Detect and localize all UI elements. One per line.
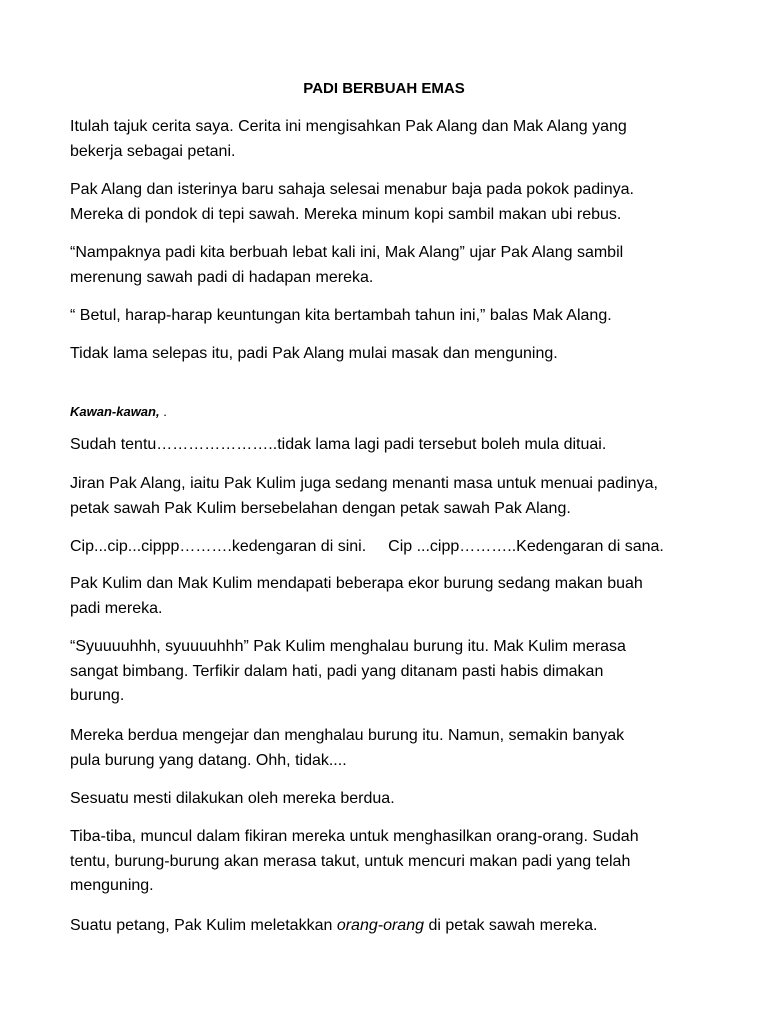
text-line: bekerja sebagai petani.	[70, 142, 236, 160]
text-line: “Nampaknya padi kita berbuah lebat kali ini, Mak Alang” ujar Pak Alang sambil	[70, 244, 624, 261]
text-line-part: Cip...cip...cippp……….kedengaran di sini.	[70, 538, 367, 555]
text-line: tentu, burung-burung akan merasa takut, untuk mencuri makan padi yang telah	[70, 852, 631, 870]
text-line: Itulah tajuk cerita saya. Cerita ini mengisahkan Pak Alang dan Mak Alang yang	[70, 118, 627, 135]
text-line: sangat bimbang. Terfikir dalam hati, padi yang ditanam pasti habis dimakan	[70, 662, 604, 680]
text-line-part: Cip ...cipp………..Kedengaran di sana.	[388, 538, 664, 555]
paragraph-birds-eating	[70, 572, 713, 621]
text-line: “ Betul, harap-harap keuntungan kita bertambah tahun ini,” balas Mak Alang.	[70, 307, 612, 324]
text-line: Pak Alang dan isterinya baru sahaja selesai menabur baja pada pokok padinya.	[70, 181, 634, 198]
text-line: Tiba-tiba, muncul dalam fikiran mereka untuk menghasilkan orang-orang. Sudah	[70, 828, 639, 845]
text-line: menguning.	[70, 877, 154, 894]
paragraph-shooing	[70, 635, 713, 709]
text-line: Mereka berdua mengejar dan menghalau burung itu. Namun, semakin banyak	[70, 727, 625, 744]
paragraph-ripening	[70, 342, 713, 367]
paragraph-neighbour	[70, 472, 713, 521]
paragraph-chasing	[70, 724, 713, 773]
text-line: Sesuatu mesti dilakukan oleh mereka berdua.	[70, 790, 395, 807]
address-label: Kawan-kawan,	[70, 404, 160, 419]
document-title: PADI BERBUAH EMAS	[303, 80, 465, 97]
text-line: burung.	[70, 687, 125, 704]
italic-term: orang-orang	[336, 917, 424, 934]
paragraph-intro	[70, 115, 713, 164]
paragraph-fertilizing	[70, 178, 713, 227]
paragraph-bird-sounds	[70, 535, 713, 560]
paragraph-scarecrow-idea	[70, 825, 713, 899]
address-suffix: .	[159, 404, 167, 419]
paragraph-harvest	[70, 433, 713, 458]
text-line: Mereka di pondok di tepi sawah. Mereka minum kopi sambil makan ubi rebus.	[70, 205, 622, 223]
text-line: Pak Kulim dan Mak Kulim mendapati beberapa ekor burung sedang makan buah	[70, 575, 643, 592]
paragraph-address	[70, 400, 713, 425]
text-line: Tidak lama selepas itu, padi Pak Alang mulai masak dan menguning.	[70, 345, 558, 362]
paragraph-dialogue-mak-alang	[70, 304, 713, 329]
text-line: Sudah tentu…………………..tidak lama lagi padi tersebut boleh mula dituai.	[70, 436, 607, 453]
text-line: merenung sawah padi di hadapan mereka.	[70, 268, 374, 286]
text-line: padi mereka.	[70, 599, 163, 617]
text-line-part: di petak sawah mereka.	[424, 917, 598, 934]
paragraph-must-act	[70, 787, 713, 812]
paragraph-scarecrow-placed	[70, 914, 713, 939]
text-line-part: Suatu petang, Pak Kulim meletakkan	[70, 917, 337, 934]
paragraph-dialogue-pak-alang	[70, 241, 713, 290]
text-line: petak sawah Pak Kulim bersebelahan dengan petak sawah Pak Alang.	[70, 499, 571, 517]
text-line: pula burung yang datang. Ohh, tidak....	[70, 751, 347, 769]
text-line: “Syuuuuhhh, syuuuuhhh” Pak Kulim menghalau burung itu. Mak Kulim merasa	[70, 638, 626, 655]
text-line: Jiran Pak Alang, iaitu Pak Kulim juga sedang menanti masa untuk menuai padinya,	[70, 475, 658, 492]
